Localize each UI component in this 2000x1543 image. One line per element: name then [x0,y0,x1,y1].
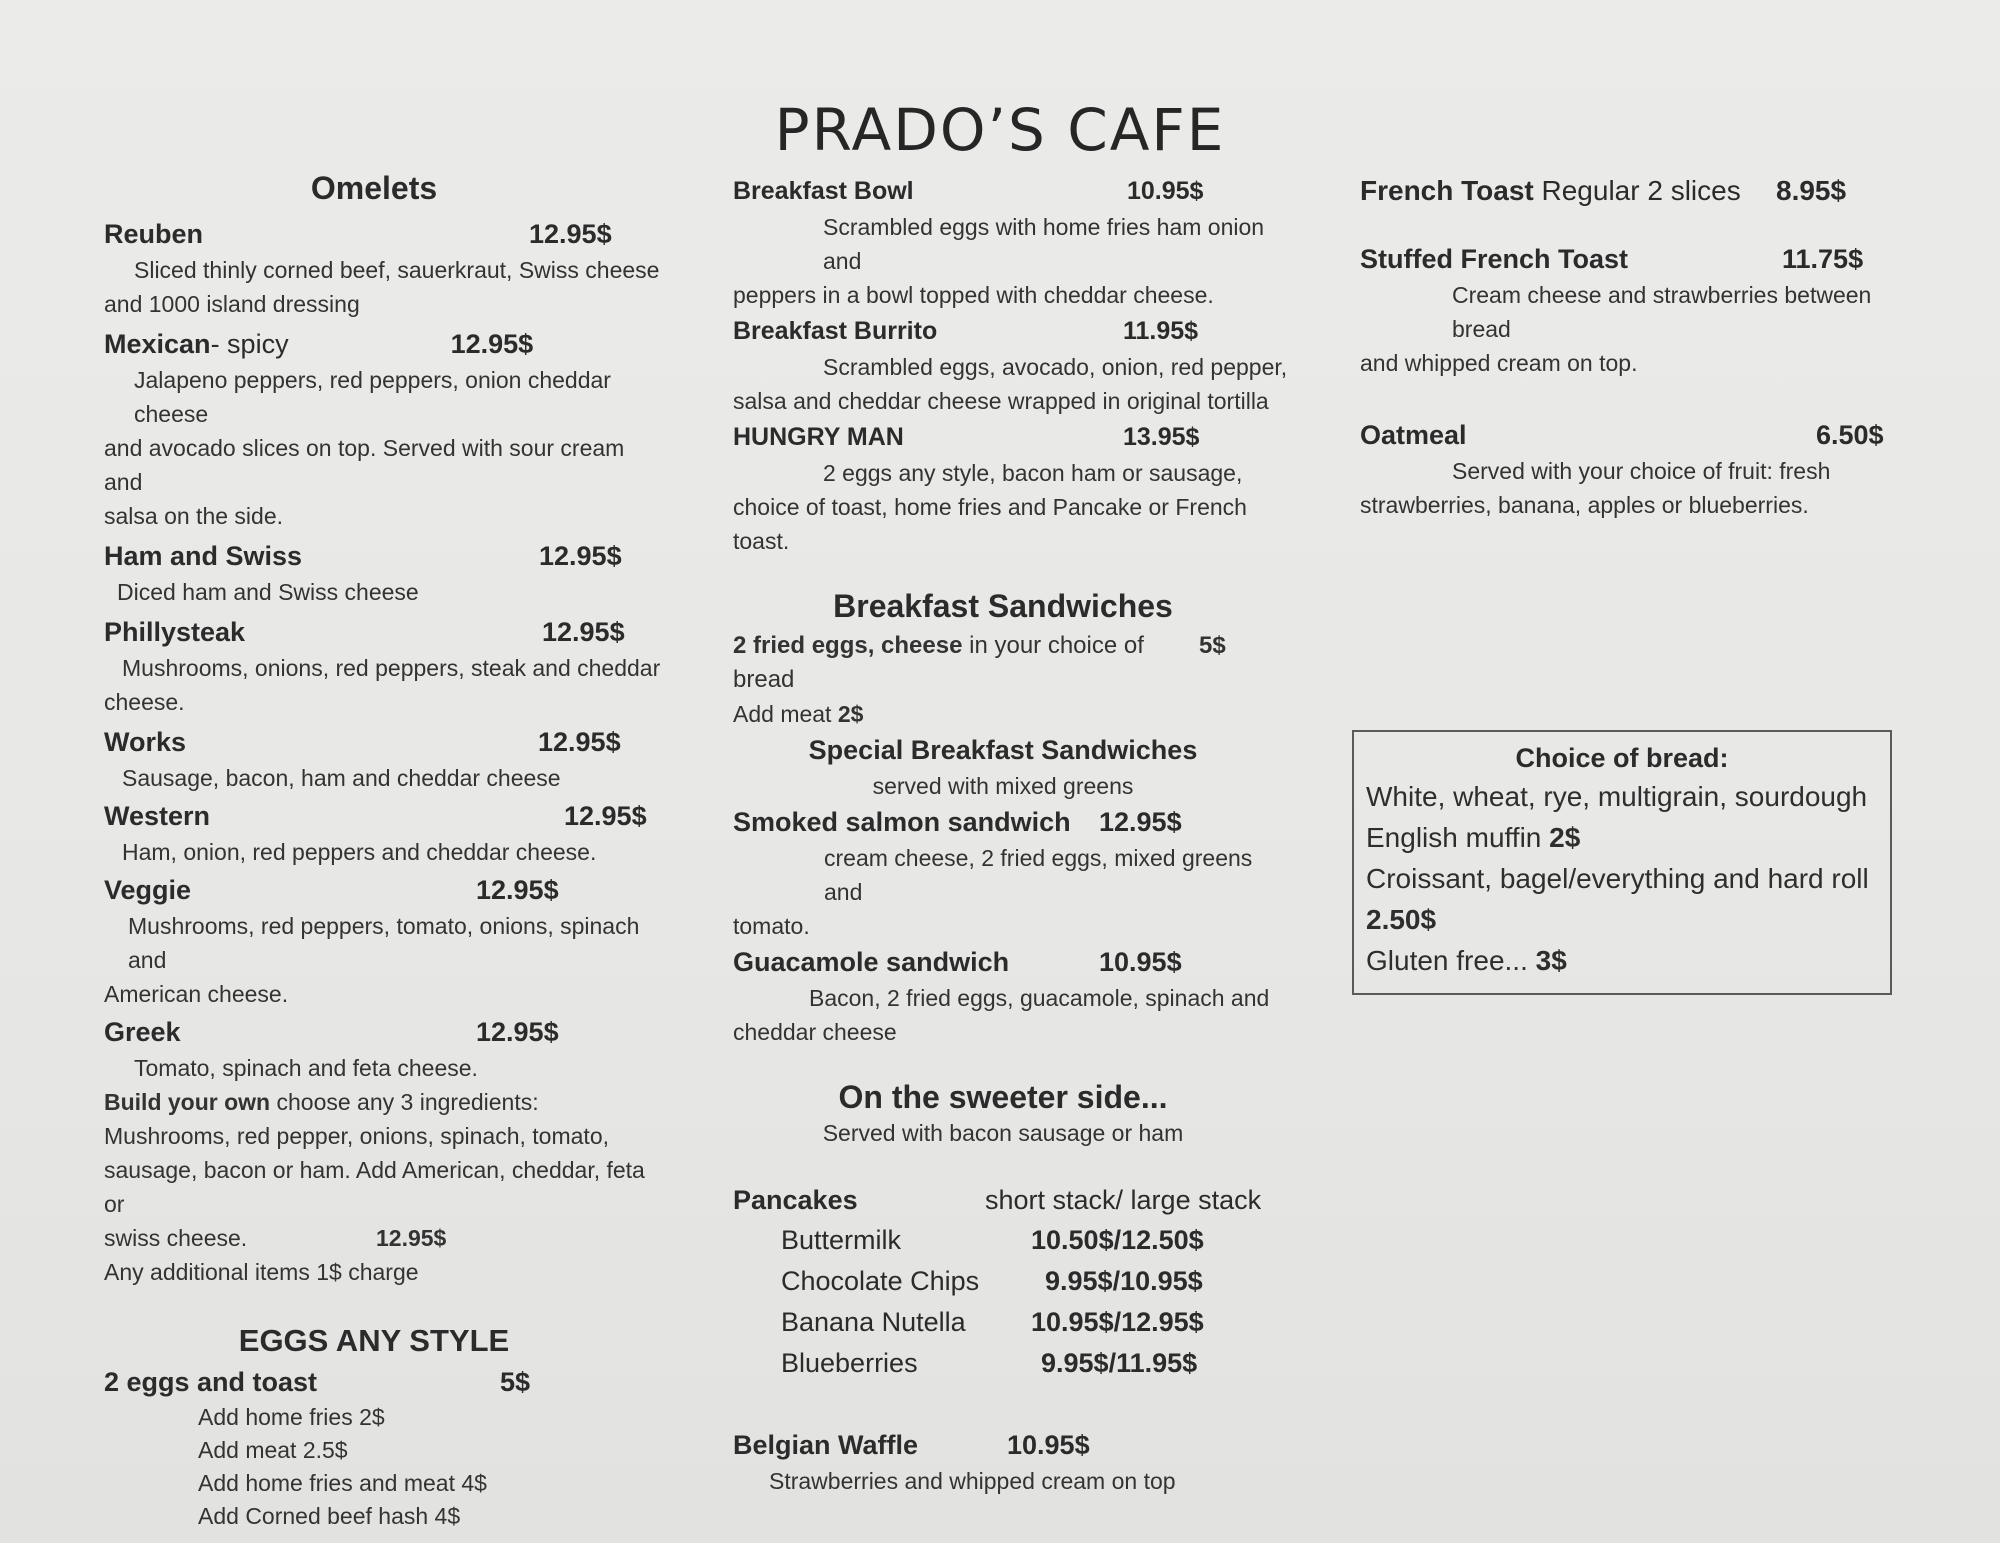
menu-item-hungry-man [733,418,1293,558]
page-title: PRADO’S CAFE [774,96,1226,164]
item-price: 12.95$ [476,875,559,905]
egg-addon: Add Corned beef hash 4$ [198,1503,461,1529]
item-price: 12.95$ [538,727,621,757]
menu-item-eggs-toast [104,1363,664,1533]
sandwich-basic-desc: in your choice of bread [733,632,1144,693]
item-name: Phillysteak [104,617,246,647]
item-desc: salsa on the side. [104,503,284,529]
item-desc: and avocado slices on top. Served with sour cream and [104,435,625,495]
menu-item-french-toast [1360,172,1920,210]
item-desc: salsa and cheddar cheese wrapped in original tortilla [733,388,1269,414]
item-desc: Mushrooms, red peppers, tomato, onions, spinach and [128,913,640,973]
menu-item-belgian-waffle [733,1426,1293,1498]
menu-item-smoked-salmon [733,803,1293,943]
item-desc: tomato. [733,913,810,939]
item-name: French Toast [1360,175,1534,206]
item-name: Oatmeal [1360,420,1467,450]
item-desc: Served with your choice of fruit: fresh [1452,458,1831,484]
item-name: 2 eggs and toast [104,1367,318,1397]
item-price: 5$ [500,1367,531,1397]
item-name: Western [104,801,211,831]
item-price: 10.95$ [1007,1430,1090,1460]
sandwich-basic-price: 5$ [1199,632,1226,659]
item-desc: and 1000 island dressing [104,291,360,317]
bread-heading: Choice of bread: [1515,743,1729,773]
item-price: 8.95$ [1776,175,1847,206]
item-name: Breakfast Burrito [733,317,938,345]
item-name: Breakfast Bowl [733,177,914,205]
item-desc: Mushrooms, onions, red peppers, steak and cheddar [122,655,661,681]
build-text: choose any 3 ingredients: [270,1089,539,1115]
item-name: Smoked salmon sandwich [733,807,1071,837]
item-name: Greek [104,1017,181,1047]
special-sandwiches-sub: served with mixed greens [872,773,1134,799]
menu-item-ham-and-swiss [104,537,664,609]
build-desc: sausage, bacon or ham. Add American, cheddar, feta or [104,1157,645,1217]
add-meat-label: Add meat [733,701,832,727]
build-price: 12.95$ [376,1225,447,1251]
pancake-price: 10.95$/12.95$ [1031,1307,1204,1337]
menu-item-phillysteak [104,613,664,719]
item-desc: Bacon, 2 fried eggs, guacamole, spinach and [809,985,1270,1011]
pancake-price: 10.50$/12.50$ [1031,1225,1204,1255]
sandwiches-heading: Breakfast Sandwiches [833,588,1173,624]
item-name: Works [104,727,187,757]
item-name: Reuben [104,219,204,249]
menu-item-veggie [104,871,664,1011]
menu-item-breakfast-bowl [733,172,1293,312]
column-right [1360,172,1920,522]
pancake-price: 9.95$/10.95$ [1045,1266,1203,1296]
egg-addon: Add home fries and meat 4$ [198,1470,487,1496]
item-price: 12.95$ [476,1017,559,1047]
item-price: 10.95$ [1127,177,1204,205]
column-left [104,170,664,1533]
pancake-row [733,1261,1293,1302]
sandwich-basic-name: 2 fried eggs, cheese [733,632,963,659]
item-desc: Scrambled eggs with home fries ham onion and [823,214,1265,274]
pancake-name: Banana Nutella [781,1307,966,1337]
item-desc: Diced ham and Swiss cheese [117,579,419,605]
build-label: Build your own [104,1089,271,1115]
build-note: Any additional items 1$ charge [104,1259,419,1285]
pancake-name: Blueberries [781,1348,918,1378]
bread-choice-box [1352,730,1892,995]
egg-addon: Add meat 2.5$ [198,1437,348,1463]
menu-item-stuffed-french-toast [1360,240,1920,380]
item-price: 11.95$ [1123,317,1199,345]
item-desc: strawberries, banana, apples or blueberries. [1360,492,1809,518]
pancakes-label: Pancakes [733,1185,858,1215]
item-price: 12.95$ [542,617,625,647]
build-desc: Mushrooms, red pepper, onions, spinach, tomato, [104,1123,610,1149]
item-price: 13.95$ [1123,423,1200,451]
bread-line: White, wheat, rye, multigrain, sourdough [1366,781,1868,812]
item-desc: cheddar cheese [733,1019,897,1045]
item-desc: and whipped cream on top. [1360,350,1638,376]
egg-addon: Add home fries 2$ [198,1404,385,1430]
item-desc: Strawberries and whipped cream on top [769,1468,1176,1494]
menu-item-mexican [104,325,664,533]
eggs-heading: EGGS ANY STYLE [238,1323,510,1358]
bread-line: Gluten free... [1366,945,1528,976]
build-your-own [104,1085,664,1289]
item-desc: Ham, onion, red peppers and cheddar cheese. [122,839,597,865]
item-name: Guacamole sandwich [733,947,1010,977]
item-price: 12.95$ [539,541,622,571]
item-desc: choice of toast, home fries and Pancake or French toast. [733,494,1247,554]
pancake-price: 9.95$/11.95$ [1041,1348,1198,1378]
menu-item-works [104,723,664,795]
sweet-sub: Served with bacon sausage or ham [822,1120,1184,1146]
column-middle [733,172,1293,1498]
item-desc: Jalapeno peppers, red peppers, onion cheddar cheese [134,367,611,427]
special-sandwiches-heading: Special Breakfast Sandwiches [808,735,1198,765]
build-desc: swiss cheese. [104,1225,248,1251]
item-name: Stuffed French Toast [1360,244,1629,274]
pancake-name: Buttermilk [781,1225,902,1255]
item-desc: 2 eggs any style, bacon ham or sausage, [823,460,1243,486]
item-name: Mexican [104,329,211,359]
item-price: 12.95$ [450,329,534,359]
item-modifier: Regular 2 slices [1533,175,1741,206]
menu-item-oatmeal [1360,416,1920,522]
item-desc: Sausage, bacon, ham and cheddar cheese [122,765,561,791]
bread-line: Croissant, bagel/everything and hard roll [1366,863,1869,894]
item-price: 6.50$ [1816,420,1884,450]
menu-item-western [104,797,664,869]
sweet-heading: On the sweeter side... [838,1079,1168,1115]
item-price: 12.95$ [1099,807,1182,837]
bread-line: English muffin [1366,822,1542,853]
bread-price: 2.50$ [1366,904,1437,935]
menu-item-guacamole [733,943,1293,1049]
bread-price: 2$ [1549,822,1581,853]
item-name: HUNGRY MAN [733,423,904,451]
item-desc: cheese. [104,689,185,715]
item-desc: Cream cheese and strawberries between bread [1452,282,1872,342]
stack-label: short stack/ large stack [985,1185,1262,1215]
item-price: 11.75$ [1782,244,1864,274]
item-price: 10.95$ [1099,947,1182,977]
item-desc: American cheese. [104,981,289,1007]
item-desc: peppers in a bowl topped with cheddar cheese. [733,282,1214,308]
pancake-row [733,1220,1293,1261]
omelets-heading: Omelets [310,170,438,206]
item-desc: Tomato, spinach and feta cheese. [134,1055,478,1081]
item-price: 12.95$ [529,219,612,249]
pancake-row [733,1343,1293,1384]
item-price: 12.95$ [564,801,647,831]
pancake-row [733,1302,1293,1343]
item-name: Ham and Swiss [104,541,303,571]
bread-price: 3$ [1535,945,1567,976]
menu-item-breakfast-burrito [733,312,1293,418]
item-name: Belgian Waffle [733,1430,919,1460]
menu-item-greek [104,1013,664,1085]
add-meat-price: 2$ [837,701,864,727]
pancake-name: Chocolate Chips [781,1266,980,1296]
item-modifier: - spicy [210,329,289,359]
item-desc: Sliced thinly corned beef, sauerkraut, Swiss cheese [134,257,660,283]
item-name: Veggie [104,875,192,905]
item-desc: Scrambled eggs, avocado, onion, red pepper, [823,354,1288,380]
item-desc: cream cheese, 2 fried eggs, mixed greens and [824,845,1253,905]
menu-item-reuben [104,215,664,321]
